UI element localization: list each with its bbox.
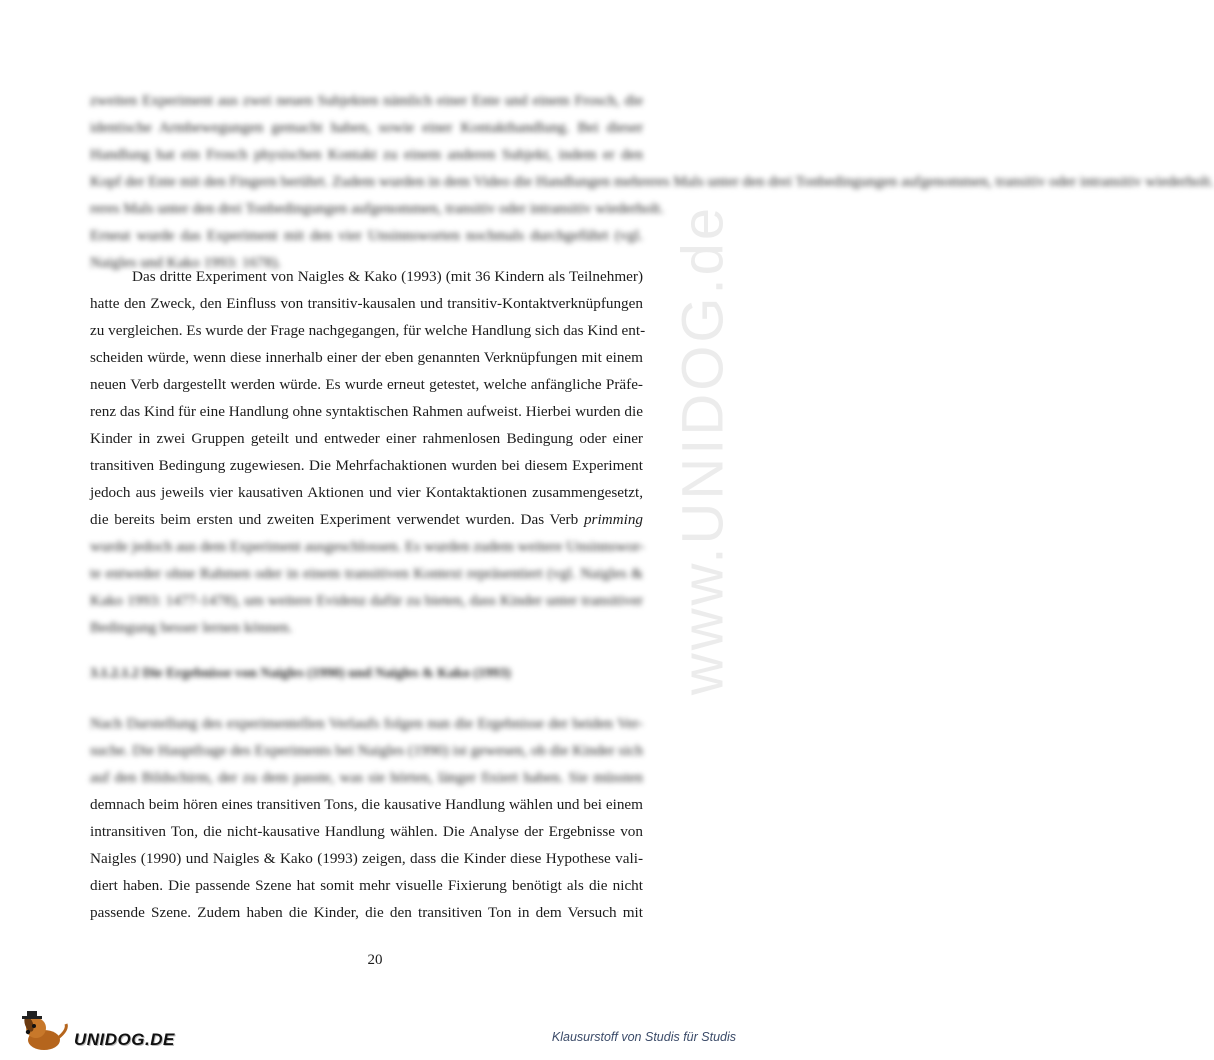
paragraph-line: diert haben. Die passende Szene hat somit mehr visuelle Fixierung benötigt als die nicht [90, 877, 643, 894]
blurred-text-line: Kako 1993: 1477-1478), um weitere Evidenz dafür zu bieten, dass Kinder unter transitiver [90, 592, 643, 609]
paragraph-line: zu vergleichen. Es wurde der Frage nachgegangen, für welche Handlung sich das Kind ent- [90, 322, 646, 339]
italic-term: primming [583, 511, 644, 528]
blurred-text-line: auf den Bildschirm, der zu dem passte, was sie hörten, länger fixiert haben. Sie müssten [90, 769, 643, 786]
footer-slogan: Klausurstoff von Studis für Studis [551, 1030, 736, 1044]
unidog-logo[interactable] [18, 1010, 175, 1050]
paragraph-line: intransitiven Ton, die nicht-kausative Handlung wählen. Die Analyse der Ergebnisse von [90, 823, 643, 840]
blurred-text-line: Nach Darstellung des experimentellen Verlaufs folgen nun die Ergebnisse der beiden Ver- [90, 715, 643, 732]
paragraph-line: passende Szene. Zudem haben die Kinder, die den transitiven Ton in dem Versuch mit [90, 904, 643, 921]
paragraph-line: Das dritte Experiment von Naigles & Kako (1993) (mit 36 Kindern als Teilnehmer) [132, 268, 643, 285]
blurred-text-line: reres Mals unter den drei Tonbedingungen aufgenommen, transitiv oder intransitiv wiederholt. [90, 200, 664, 217]
dog-mascot-icon [18, 1010, 74, 1054]
blurred-text-line: wurde jedoch aus dem Experiment ausgeschlossen. Es wurden zudem weitere Unsinnswor- [90, 538, 645, 555]
section-heading: 3.1.2.1.2 Die Ergebnisse von Naigles (1990) und Naigles & Kako (1993) [90, 666, 511, 681]
blurred-text-line: Bedingung besser lernen können. [90, 619, 293, 636]
blurred-text-line: suche. Die Hauptfrage des Experiments bei Naigles (1990) ist gewesen, ob die Kinder sich [90, 742, 643, 759]
paragraph-line: jedoch aus jeweils vier kausativen Aktionen und vier Kontaktaktionen zusammengesetzt, [90, 484, 643, 501]
paragraph-line: Kinder in zwei Gruppen geteilt und entweder einer rahmenlosen Bedingung oder einer [90, 430, 643, 447]
blurred-text-line: Erneut wurde das Experiment mit den vier Unsinnsworten nochmals durchgeführt (vgl. [90, 227, 643, 244]
paragraph-line: renz das Kind für eine Handlung ohne syntaktischen Rahmen aufweist. Hierbei wurden die [90, 403, 643, 420]
paragraph-line: demnach beim hören eines transitiven Tons, die kausative Handlung wählen und bei einem [90, 796, 643, 813]
blurred-text-line: identische Armbewegungen gemacht haben, sowie einer Kontakthandlung. Bei dieser [90, 119, 643, 136]
logo-text: UNIDOG.DE [74, 1030, 175, 1049]
paragraph-line-text: die bereits beim ersten und zweiten Experiment verwendet wurden. Das Verb [90, 511, 579, 528]
paragraph-line: neuen Verb dargestellt werden würde. Es wurde erneut getestet, welche anfängliche Präfe- [90, 376, 643, 393]
paragraph-line: scheiden würde, wenn diese innerhalb einer der eben genannten Verknüpfungen mit einem [90, 349, 643, 366]
paragraph-line: transitiven Bedingung zugewiesen. Die Mehrfachaktionen wurden bei diesem Experiment [90, 457, 643, 474]
paragraph-line-with-italic [90, 506, 643, 533]
page-number: 20 [367, 952, 383, 968]
blurred-text-line: te entweder ohne Rahmen oder in einem transitiven Kontext repräsentiert (vgl. Naigles & [90, 565, 643, 582]
blurred-text-line: Handlung hat ein Frosch physischen Kontakt zu einem anderen Subjekt, indem er den [90, 146, 643, 163]
blurred-text-line: Naigles und Kako 1993: 1678). [90, 254, 282, 271]
site-watermark: www.UNIDOG.de [670, 204, 736, 696]
paragraph-line: Naigles (1990) und Naigles & Kako (1993) zeigen, dass die Kinder diese Hypothese vali- [90, 850, 643, 867]
blurred-text-line: Kopf der Ente mit den Fingern berührt. Zudem wurden in dem Video die Handlungen mehreres Mals unter den drei Tonbedingungen aufgenommen, transitiv oder intransitiv wiederholt. [90, 173, 1214, 190]
paragraph-line: hatte den Zweck, den Einfluss von transitiv-kausalen und transitiv-Kontaktverknüpfungen [90, 295, 643, 312]
blurred-text-line: zweiten Experiment aus zwei neuen Subjekten nämlich einer Ente und einem Frosch, die [90, 92, 643, 109]
